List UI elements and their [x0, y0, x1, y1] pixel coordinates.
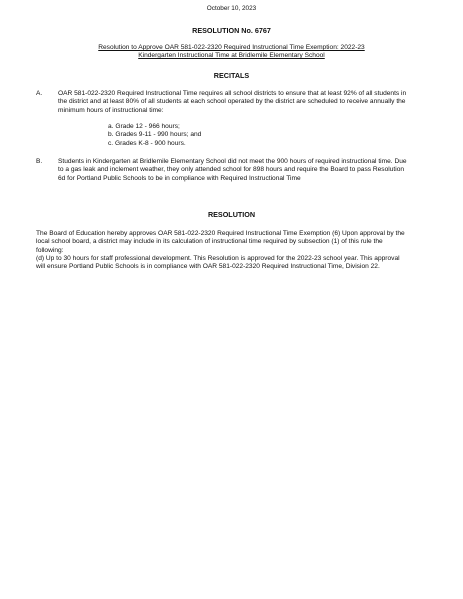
document-date: October 10, 2023 — [206, 5, 257, 12]
resolution-number: RESOLUTION No. 6767 — [192, 26, 271, 35]
recital-b-text: Students in Kindergarten at Bridlemile Elementary School did not meet the 900 hours of required instructional time. Due to a gas leak and inclement weather, they only attended school for 898 hours and require the Board to pass Resolution 6d for Portland Public Schools to be in compliance with Required Instructional Time — [58, 158, 407, 182]
list-item: b. Grades 9-11 - 990 hours; and — [108, 131, 202, 139]
recital-a — [36, 90, 410, 115]
instructional-hours-list — [108, 123, 201, 148]
resolution-heading: RESOLUTION — [207, 210, 256, 219]
recital-b-letter: B. — [36, 158, 43, 165]
resolution-body — [36, 230, 408, 271]
resolution-title: Resolution to Approve OAR 581-022-2320 Required Instructional Time Exemption: 2022-23 Kindergarten Instructional Time at Bridlemile Elementary School — [98, 44, 365, 60]
list-item: a. Grade 12 - 966 hours; — [108, 123, 180, 130]
resolution-paragraph-1: The Board of Education hereby approves OAR 581-022-2320 Required Instructional Time Exemption (6) Upon approval by the local school board, a district may include in its calculation of instructional time required by subsection (1) of this rule the following: — [36, 230, 405, 254]
recitals-heading: RECITALS — [213, 71, 250, 80]
resolution-paragraph-2: (d) Up to 30 hours for staff professional development. This Resolution is approved for the 2022-23 school year. This approval will ensure Portland Public Schools is in compliance with OAR 581-022-2320 Required Instructional Time, Division 22. — [36, 254, 400, 271]
recital-b — [36, 158, 410, 183]
list-item: c. Grades K-8 - 900 hours. — [108, 139, 186, 147]
recital-a-letter: A. — [36, 90, 43, 97]
recital-a-text: OAR 581-022-2320 Required Instructional Time requires all school districts to ensure that at least 92% of all students in the district and at least 80% of all students at each school operated by the district are scheduled to receive annually the minimum hours of instructional time: — [58, 90, 407, 114]
